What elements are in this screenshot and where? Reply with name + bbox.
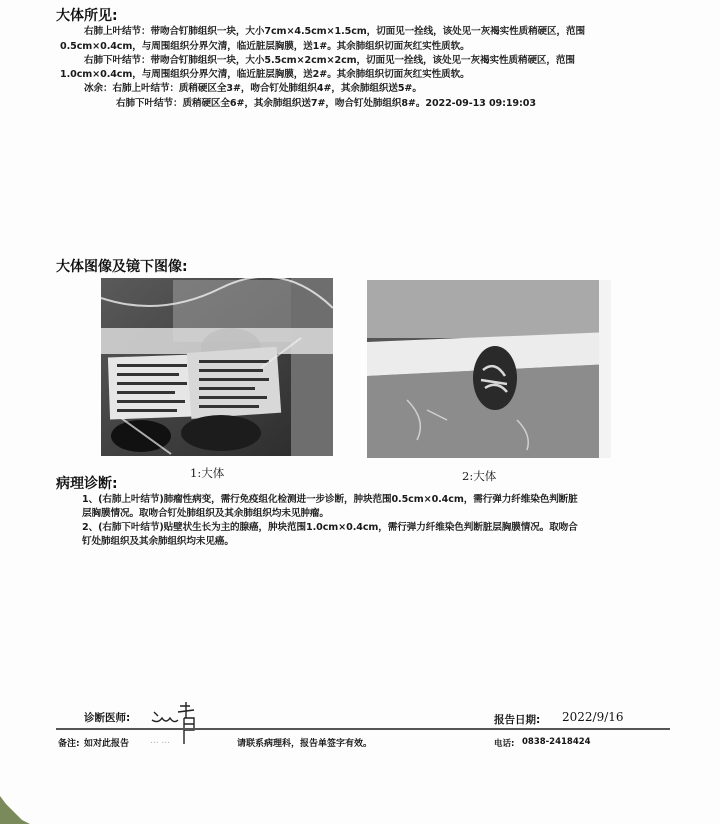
report-date-label: 报告日期: [494,714,541,726]
specimen-photo-1 [101,278,333,456]
note-text-b: ... ... [150,736,171,746]
diagnosis-line-2: 层胸膜情况。取吻合钉处肺组织及其余肺组织均未见肿瘤。 [82,508,329,519]
gross-line-4: 1.0cm×0.4cm，与周围组织分界欠清，临近脏层胸膜，送2#。其余肺组织切面灰红实性质软。 [60,69,470,80]
gross-line-1: 右肺上叶结节：带吻合钉肺组织一块，大小7cm×4.5cm×1.5cm，切面见一拴线，该处见一灰褐实性质稍硬区，范围 [84,26,586,37]
diagnosis-line-3: 2、(右肺下叶结节)贴壁状生长为主的腺癌，肿块范围1.0cm×0.4cm，需行弹力纤维染色判断脏层胸膜情况。取吻合 [82,522,578,533]
diagnosis-line-4: 钉处肺组织及其余肺组织均未见癌。 [82,536,234,547]
gross-line-3: 右肺下叶结节：带吻合钉肺组织一块，大小5.5cm×2cm×2cm，切面见一拴线，该处见一灰褐实性质稍硬区，范围 [84,55,575,66]
scan-edge-artifact [0,796,30,824]
phone-value: 0838-2418424 [522,737,591,747]
gross-line-6: 右肺下叶结节：质稍硬区全6#，其余肺组织送7#，吻合钉处肺组织8#。2022-09-13 09:19:03 [116,98,536,109]
doctor-label: 诊断医师: [84,712,131,724]
note-text-a: 如对此报告 [84,739,130,749]
specimen-photo-2 [367,280,611,458]
image-2-caption: 2:大体 [462,469,497,483]
phone-label: 电话: [494,739,515,749]
note-text-c: 请联系病理科，报告单签字有效。 [237,739,373,749]
note-label: 备注: [58,739,80,749]
report-date-value: 2022/9/16 [562,710,624,724]
image-1-caption: 1:大体 [190,466,225,480]
diagnosis-heading: 病理诊断: [56,476,118,492]
gross-findings-heading: 大体所见: [56,8,118,24]
footer-divider [56,728,670,730]
diagnosis-line-1: 1、(右肺上叶结节)肺瘤性病变，需行免疫组化检测进一步诊断，肿块范围0.5cm×0.4cm，需行弹力纤维染色判断脏 [82,494,578,505]
gross-line-5: 冰余：右肺上叶结节：质稍硬区全3#，吻合钉处肺组织4#，其余肺组织送5#。 [84,83,422,94]
gross-line-2: 0.5cm×0.4cm，与周围组织分界欠清，临近脏层胸膜，送1#。其余肺组织切面灰红实性质软。 [60,41,470,52]
images-heading: 大体图像及镜下图像: [56,259,188,275]
